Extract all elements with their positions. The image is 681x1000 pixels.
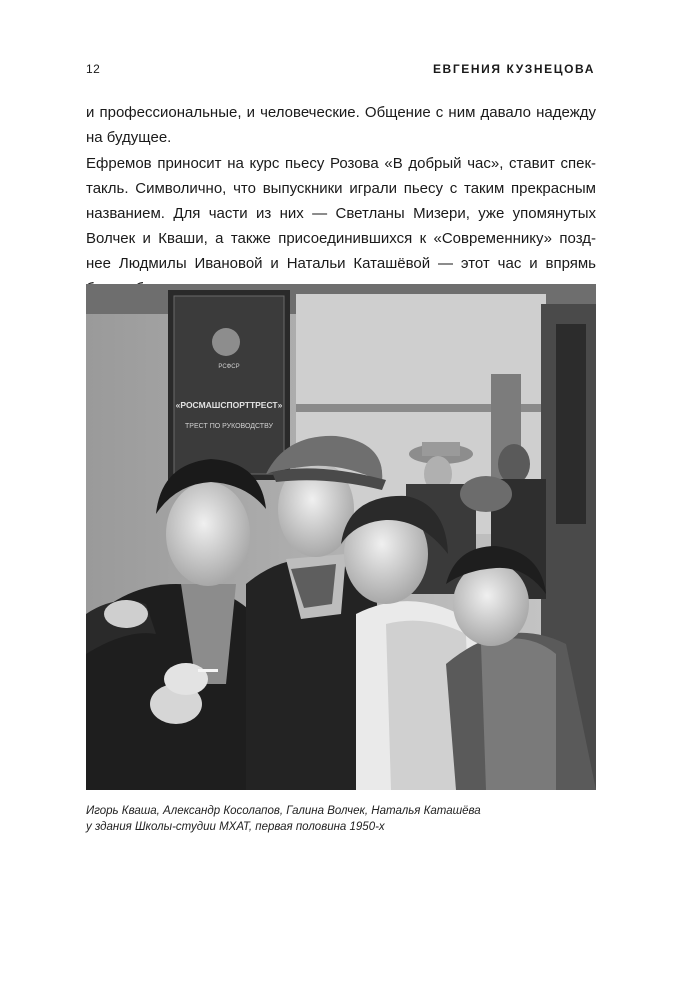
group-photograph (86, 284, 596, 790)
text-line: на будущее. (86, 129, 172, 146)
text-line: Ефремов приносит на курс пьесу Розова «В добрый час», ставит спек- (86, 155, 596, 172)
text-line: названием. Для части из них — Светланы Мизери, уже упомянутых (86, 205, 596, 222)
page-number: 12 (86, 62, 101, 76)
caption-line: Игорь Кваша, Александр Косолапов, Галина Волчек, Наталья Каташёва (86, 805, 481, 817)
svg-text:ТРЕСТ ПО РУКОВОДСТВУ: ТРЕСТ ПО РУКОВОДСТВУ (185, 423, 273, 430)
text-line: нее Людмилы Ивановой и Натальи Каташёвой — этот час и впрямь (86, 255, 596, 272)
running-header (86, 62, 595, 76)
text-line: и профессиональные, и человеческие. Общение с ним давало надежду (86, 104, 596, 121)
author-running-head: ЕВГЕНИЯ КУЗНЕЦОВА (432, 62, 595, 76)
paragraph-2 (86, 151, 596, 301)
building-sign (168, 290, 290, 480)
svg-text:«РОСМАШСПОРТТРЕСТ»: «РОСМАШСПОРТТРЕСТ» (175, 400, 283, 410)
paragraph-1 (86, 100, 596, 150)
text-line: Волчек и Кваши, а также присоединившихся к «Современнику» позд- (86, 230, 596, 247)
svg-text:РСФСР: РСФСР (218, 364, 240, 370)
caption-line: у здания Школы-студии МХАТ, первая половина 1950-х (86, 821, 385, 833)
photo-caption (86, 803, 596, 835)
text-line: такль. Символично, что выпускники играли пьесу с таким прекрасным (86, 180, 596, 197)
